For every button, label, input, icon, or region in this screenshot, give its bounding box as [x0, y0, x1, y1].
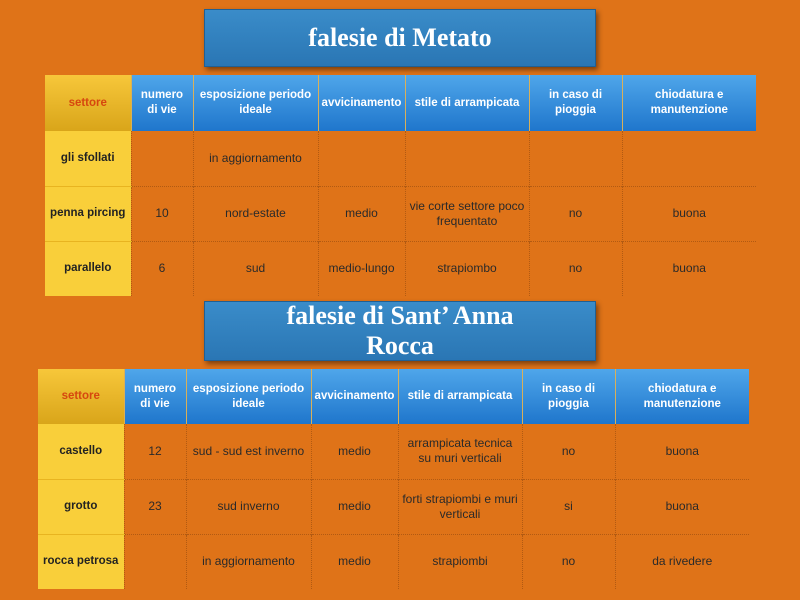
cell-chiodatura: buona — [622, 186, 756, 241]
cell-pioggia: no — [522, 534, 615, 589]
metato-title-text: falesie di Metato — [308, 23, 492, 52]
cell-chiodatura: da rivedere — [615, 534, 749, 589]
table-row — [38, 479, 749, 534]
row-settore: gli sfollati — [45, 131, 131, 186]
header-numero-vie: numero di vie — [131, 75, 193, 131]
header-settore: settore — [45, 75, 131, 131]
cell-avvicinamento: medio — [318, 186, 405, 241]
cell-avvicinamento: medio — [311, 479, 398, 534]
cell-avvicinamento: medio — [311, 424, 398, 479]
table-row — [38, 424, 749, 479]
cell-pioggia: no — [529, 241, 622, 296]
cell-esposizione: sud — [193, 241, 318, 296]
header-numero-vie: numero di vie — [124, 369, 186, 424]
table-row — [45, 131, 756, 186]
cell-chiodatura: buona — [615, 424, 749, 479]
cell-esposizione: nord-estate — [193, 186, 318, 241]
santanna-table — [38, 369, 749, 589]
metato-table — [45, 75, 756, 296]
header-settore: settore — [38, 369, 124, 424]
row-settore: grotto — [38, 479, 124, 534]
cell-pioggia: no — [522, 424, 615, 479]
cell-numero: 12 — [124, 424, 186, 479]
header-pioggia: in caso di pioggia — [522, 369, 615, 424]
cell-pioggia: si — [522, 479, 615, 534]
cell-avvicinamento — [318, 131, 405, 186]
cell-avvicinamento: medio-lungo — [318, 241, 405, 296]
cell-chiodatura: buona — [622, 241, 756, 296]
row-settore: parallelo — [45, 241, 131, 296]
cell-stile: forti strapiombi e muri verticali — [398, 479, 522, 534]
cell-stile: strapiombo — [405, 241, 529, 296]
metato-header-row — [45, 75, 756, 131]
row-settore: rocca petrosa — [38, 534, 124, 589]
cell-pioggia: no — [529, 186, 622, 241]
table-row — [45, 241, 756, 296]
metato-title — [204, 9, 596, 67]
header-stile: stile di arrampicata — [405, 75, 529, 131]
header-chiodatura: chiodatura e manutenzione — [615, 369, 749, 424]
cell-numero: 6 — [131, 241, 193, 296]
cell-pioggia — [529, 131, 622, 186]
header-esposizione: esposizione periodo ideale — [193, 75, 318, 131]
header-pioggia: in caso di pioggia — [529, 75, 622, 131]
cell-stile: arrampicata tecnica su muri verticali — [398, 424, 522, 479]
row-settore: penna pircing — [45, 186, 131, 241]
row-settore: castello — [38, 424, 124, 479]
cell-avvicinamento: medio — [311, 534, 398, 589]
header-chiodatura: chiodatura e manutenzione — [622, 75, 756, 131]
cell-chiodatura — [622, 131, 756, 186]
cell-esposizione: in aggiornamento — [186, 534, 311, 589]
santanna-title-line2: Rocca — [366, 331, 434, 360]
cell-esposizione: sud inverno — [186, 479, 311, 534]
cell-numero: 23 — [124, 479, 186, 534]
cell-esposizione: sud - sud est inverno — [186, 424, 311, 479]
santanna-title-line1: falesie di Sant’ Anna — [286, 301, 514, 330]
cell-esposizione: in aggiornamento — [193, 131, 318, 186]
table-row — [38, 534, 749, 589]
cell-numero — [124, 534, 186, 589]
table-row — [45, 186, 756, 241]
header-avvicinamento: avvicinamento — [311, 369, 398, 424]
cell-stile — [405, 131, 529, 186]
cell-numero — [131, 131, 193, 186]
cell-stile: vie corte settore poco frequentato — [405, 186, 529, 241]
cell-numero: 10 — [131, 186, 193, 241]
santanna-title — [204, 301, 596, 361]
header-avvicinamento: avvicinamento — [318, 75, 405, 131]
santanna-header-row — [38, 369, 749, 424]
header-stile: stile di arrampicata — [398, 369, 522, 424]
cell-chiodatura: buona — [615, 479, 749, 534]
header-esposizione: esposizione periodo ideale — [186, 369, 311, 424]
cell-stile: strapiombi — [398, 534, 522, 589]
